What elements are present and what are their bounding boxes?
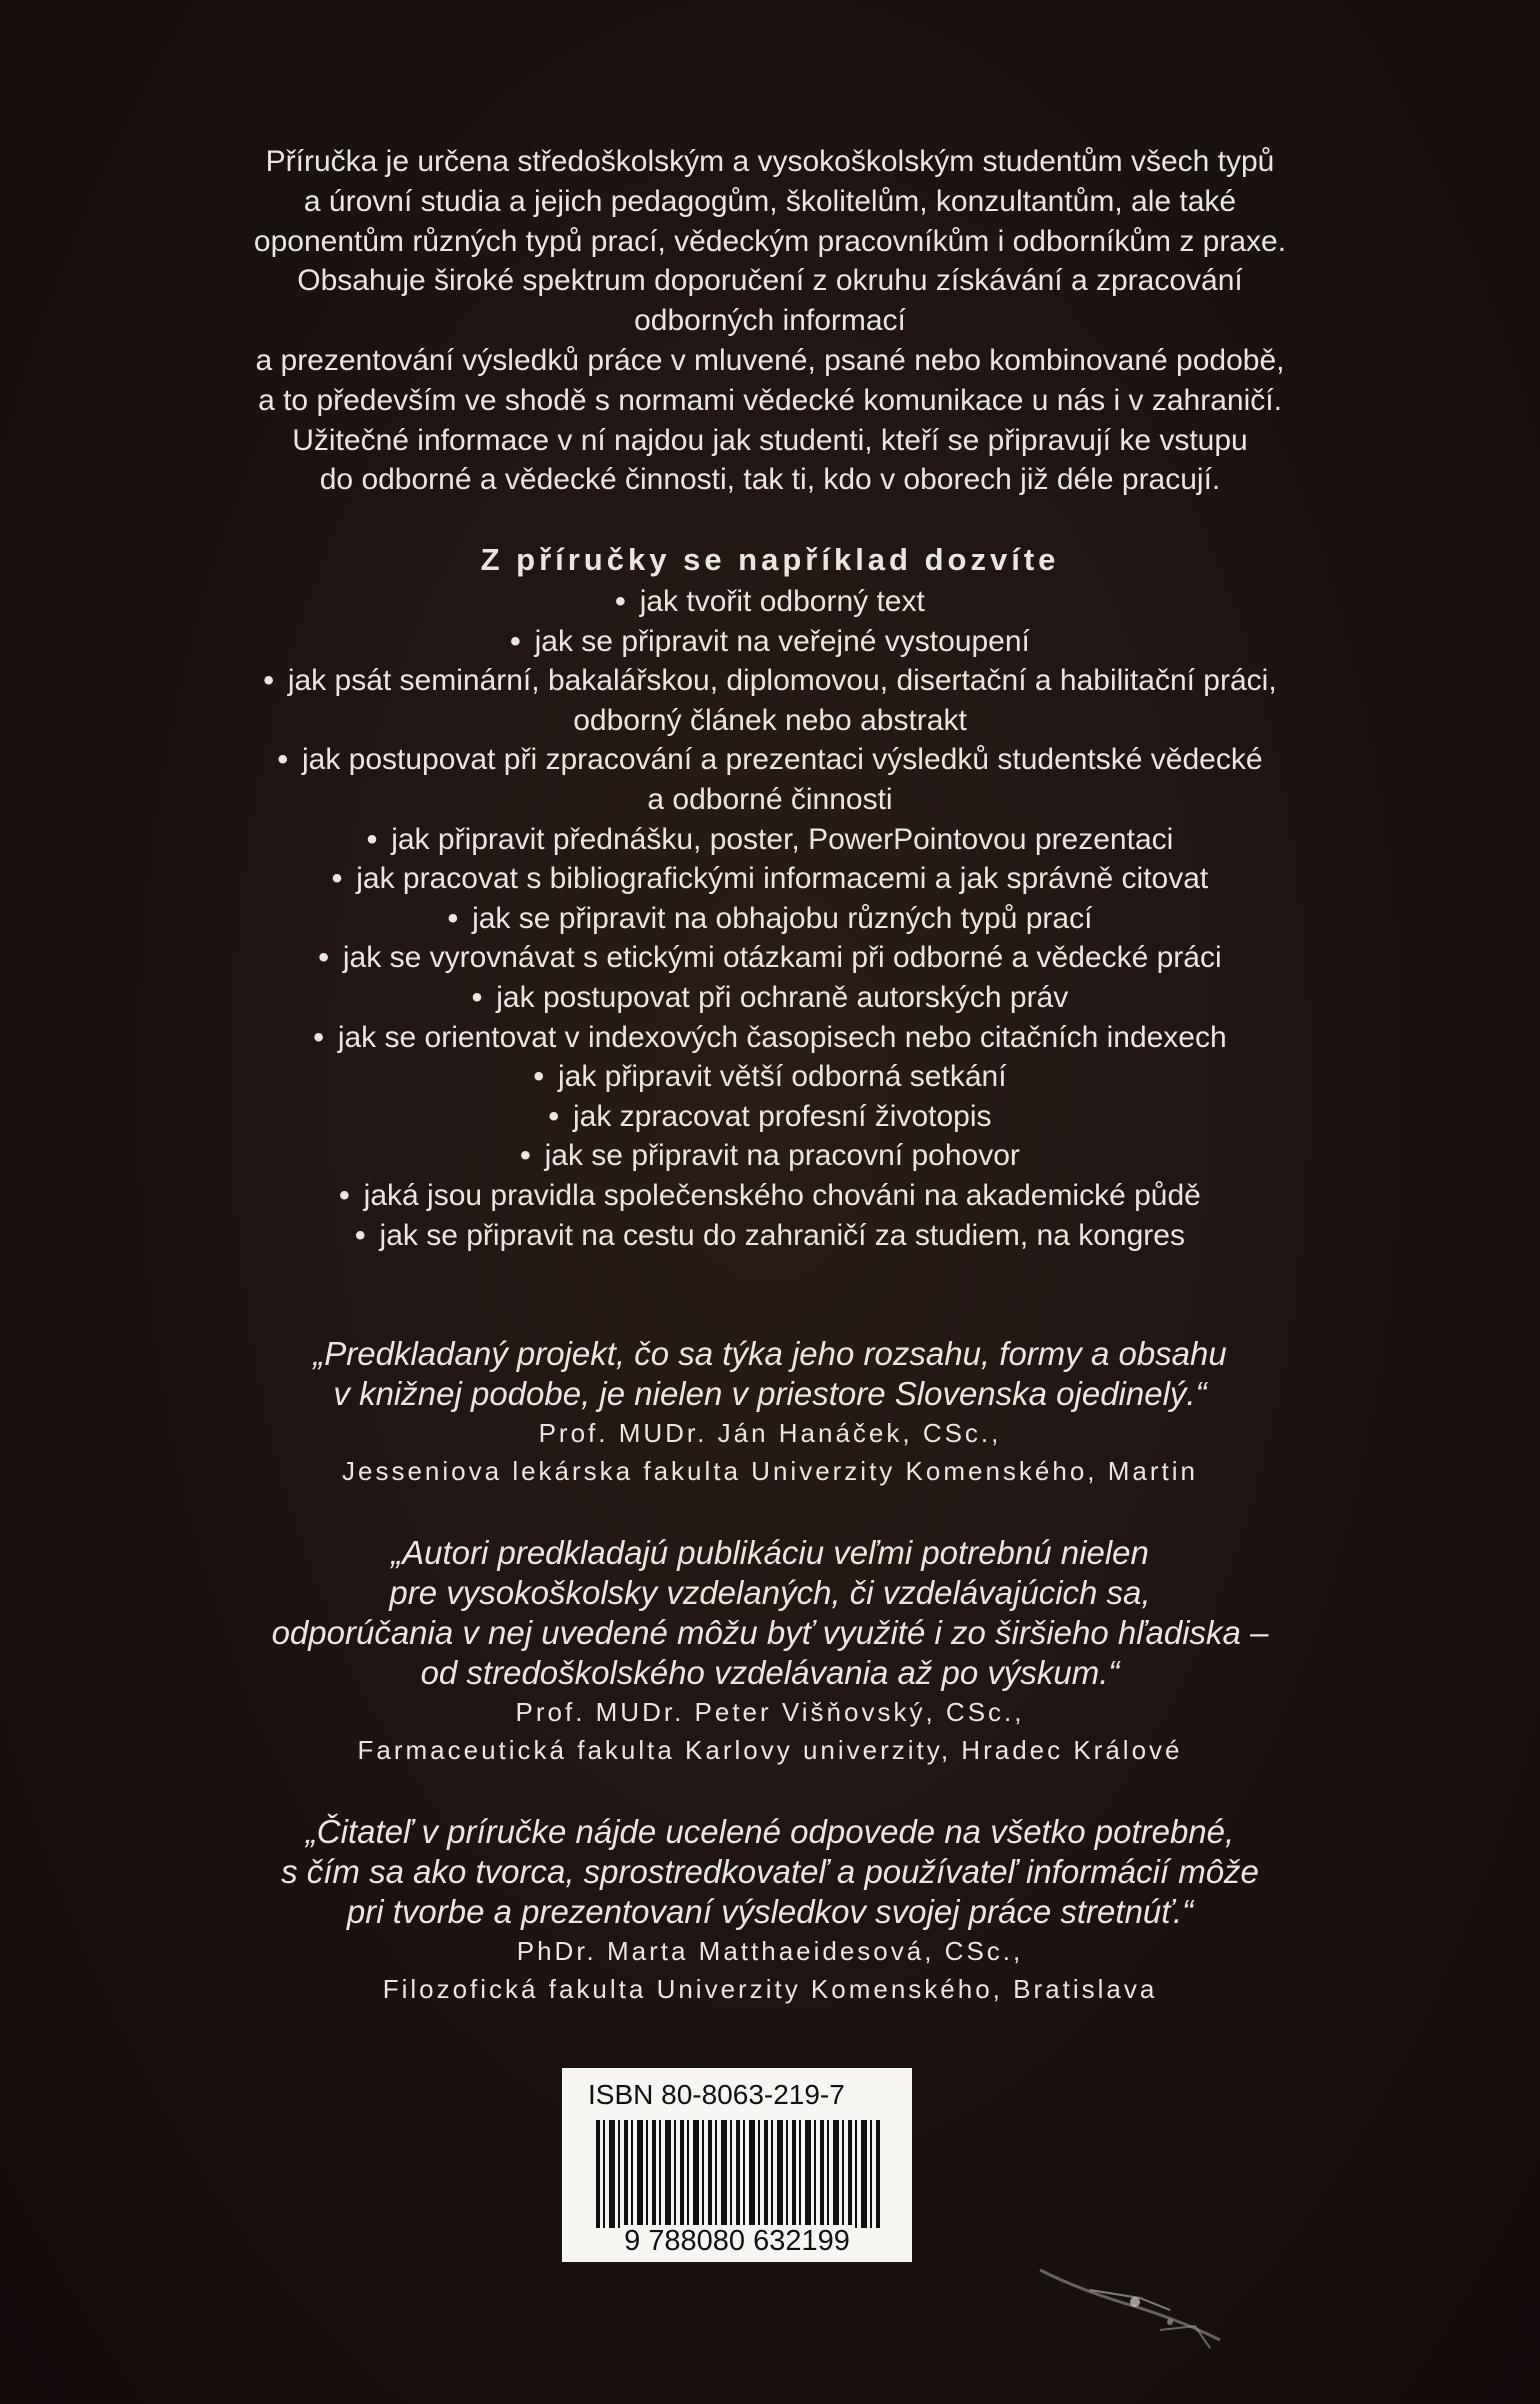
bullet-icon: • [471,980,483,1014]
bullet-icon: • [510,624,521,658]
topic-item [60,661,1480,740]
topic-item [60,1136,1480,1176]
quote-affiliation: Jesseniova lekárska fakulta Univerzity Komenského, Martin [342,1456,1198,1486]
bullet-icon: • [277,743,288,777]
intro-line: a to především ve shodě s normami vědecké komunikace u nás i v zahraničí. [258,383,1282,417]
topic-line: jak psát seminární, bakalářskou, diplomovou, disertační a habilitační práci, [287,664,1277,698]
topic-item [60,622,1480,662]
topic-item [60,740,1480,819]
quote-line: pri tvorbe a prezentovaní výsledkov svojej práce stretnúť.“ [346,1893,1194,1930]
topic-line: jak se připravit na veřejné vystoupení [534,624,1030,658]
topic-item [60,978,1480,1018]
topic-item [60,1057,1480,1097]
quote-line: v knižnej podobe, je nielen v priestore Slovenska ojedinelý.“ [333,1375,1207,1412]
isbn-barcode [562,2068,912,2262]
bullet-icon: • [313,1020,324,1054]
intro-line: odborných informací [634,304,906,338]
topic-item [60,582,1480,622]
topic-item [60,1097,1480,1137]
topic-line: jak připravit větší odborná setkání [557,1060,1007,1094]
topic-line: jak se připravit na cestu do zahraničí za studiem, na kongres [379,1218,1185,1252]
review-quote-3 [60,1812,1480,2008]
topic-line: jak pracovat s bibliografickými informacemi a jak správně citovat [356,862,1209,896]
quote-text [60,1334,1480,1414]
topic-line: a odborné činnosti [647,782,893,816]
quote-affiliation: Farmaceutická fakulta Karlovy univerzity, Hradec Králové [357,1735,1183,1765]
barcode-icon [596,2120,880,2228]
quote-affiliation: Filozofická fakulta Univerzity Komenského, Bratislava [382,1974,1158,2004]
topic-item [60,1018,1480,1058]
bullet-icon: • [263,664,274,698]
bullet-icon: • [355,1218,366,1252]
topic-line: jak se připravit na pracovní pohovor [544,1139,1020,1173]
quote-author: PhDr. Marta Matthaeidesová, CSc., [516,1936,1024,1966]
topic-line: jaká jsou pravidla společenského chováni na akademické půdě [363,1178,1201,1212]
ean-number: 9 788080 632199 [624,2225,850,2257]
intro-line: Příručka je určena středoškolským a vysokoškolským studentům všech typů [265,145,1275,178]
quote-line: pre vysokoškolsky vzdelaných, či vzdelávajúcich sa, [389,1574,1151,1611]
topic-item [60,820,1480,860]
bullet-icon: • [339,1178,350,1212]
intro-line: a prezentování výsledků práce v mluvené, psané nebo kombinované podobě, [255,343,1285,377]
bullet-icon: • [533,1060,544,1094]
intro-line: a úrovní studia a jejich pedagogům, školitelům, konzultantům, ale také [303,184,1237,218]
quote-line: odporúčania v nej uvedené môžu byť využité i zo širšieho hľadiska – [271,1614,1269,1651]
topic-item [60,859,1480,899]
topic-item [60,1176,1480,1216]
topic-line: jak připravit přednášku, poster, PowerPointovou prezentaci [391,822,1174,856]
intro-paragraph [60,142,1480,500]
quote-line: „Čitateľ v príručke nájde ucelené odpovede na všetko potrebné, [305,1813,1235,1850]
topic-item [60,899,1480,939]
review-quote-2 [60,1533,1480,1769]
topic-line: jak se orientovat v indexových časopisech nebo citačních indexech [337,1020,1227,1054]
bullet-icon: • [447,901,459,935]
bullet-icon: • [366,822,378,856]
bullet-icon: • [318,941,329,975]
quote-author: Prof. MUDr. Peter Višňovský, CSc., [515,1697,1025,1727]
quote-line: „Autori predkladajú publikáciu veľmi potrebnú nielen [391,1534,1149,1571]
scratch-mark-icon [1020,2230,1280,2370]
topic-line: jak zpracovat profesní životopis [572,1099,992,1133]
quote-line: od stredoškolského vzdelávania až po výskum.“ [420,1654,1120,1691]
topics-heading: Z příručky se například dozvíte [480,542,1060,577]
quote-line: s čím sa ako tvorca, sprostredkovateľ a používateľ informácií môže [281,1853,1259,1890]
quote-text [60,1812,1480,1932]
quote-line: „Predkladaný projekt, čo sa týka jeho rozsahu, formy a obsahu [313,1335,1227,1372]
topic-line: odborný článek nebo abstrakt [573,703,967,737]
bullet-icon: • [548,1099,559,1133]
intro-line: oponentům různých typů prací, vědeckým pracovníkům i odborníkům z praxe. [253,224,1287,258]
topic-line: jak se vyrovnávat s etickými otázkami při odborné a vědecké práci [342,941,1222,975]
topic-line: jak se připravit na obhajobu různých typů prací [472,901,1093,935]
topic-line: jak postupovat při ochraně autorských práv [496,980,1069,1014]
quote-text [60,1533,1480,1693]
intro-line: Užitečné informace v ní najdou jak studenti, kteří se připravují ke vstupu [292,423,1248,457]
topic-line: jak postupovat při zpracování a prezentaci výsledků studentské vědecké [301,743,1263,777]
bullet-icon: • [331,862,343,896]
quote-author: Prof. MUDr. Ján Hanáček, CSc., [538,1418,1002,1448]
topic-item [60,938,1480,978]
review-quote-1 [60,1334,1480,1490]
topic-line: jak tvořit odborný text [639,585,925,618]
topic-item [60,1216,1480,1256]
intro-line: Obsahuje široké spektrum doporučení z okruhu získávání a zpracování [297,264,1243,298]
bullet-icon: • [520,1139,531,1173]
intro-line: do odborné a vědecké činnosti, tak ti, kdo v oborech již déle pracují. [319,463,1221,497]
topics-list [60,582,1480,1255]
bullet-icon: • [615,585,626,618]
isbn-label: ISBN 80-8063-219-7 [588,2079,845,2110]
